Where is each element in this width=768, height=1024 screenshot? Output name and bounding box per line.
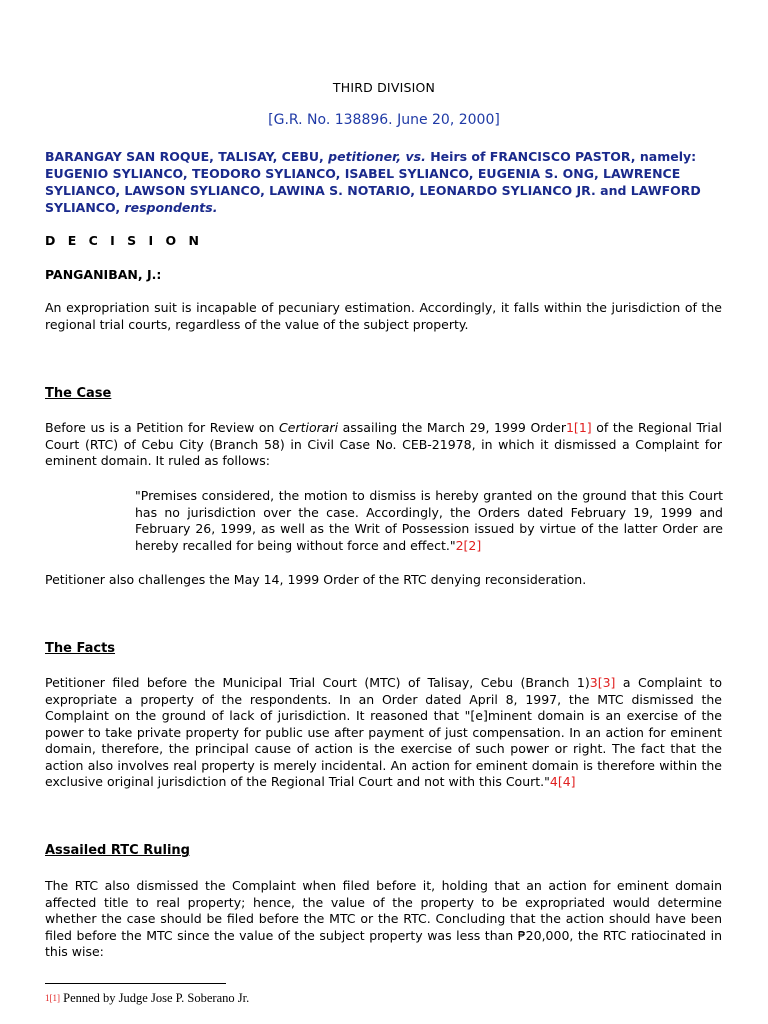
division-label: THIRD DIVISION: [332, 80, 436, 95]
facts-text-2: a Complaint to expropriate a property of the respondents. In an Order dated April 8, 1997, the MTC dismissed the Complaint on the ground of lack of jurisdiction. It reasoned that "[e]minent domain is an exercise of the power to take private property for public use after payment of just compensation. In an action for eminent domain, therefore, the principal cause of action is the exercise of such power or right. The fact that the action also involves real property is merely incidental. An action for eminent domain is therefore within the exclusive original jurisdiction of the Regional Trial Court and not with this Court.": [45, 675, 722, 789]
certiorari-term: Certiorari: [279, 420, 339, 435]
petitioner-role: petitioner, vs.: [328, 149, 426, 164]
case-text-1: Before us is a Petition for Review on: [45, 420, 280, 435]
case-text-3: of the Regional Trial Court (RTC) of Cebu City (Branch 58) in Civil Case No. CEB-21978, in which it dismissed a Complaint for eminent domain. It ruled as follows:: [45, 420, 723, 468]
rtc-ruling-paragraph: The RTC also dismissed the Complaint when filed before it, holding that an action for eminent domain affected title to real property; hence, the value of the property to be expropriated would determine whether the case should be filed before the MTC or the RTC. Concluding that the action should have been filed before the MTC since the value of the subject property was less than ₱20,000, the RTC ratiocinated in this wise:: [45, 878, 722, 959]
footnote-divider: [45, 983, 226, 984]
footnote-1: [45, 991, 249, 1006]
respondents-names: Heirs of FRANCISCO PASTOR, namely: EUGENIO SYLIANCO, TEODORO SYLIANCO, ISABEL SYLIANCO, EUGENIA S. ONG, LAWRENCE SYLIANCO, LAWSON SYLIANCO, LAWINA S. NOTARIO, LEONARDO SYLIANCO JR. and LAWFORD SYLIANCO,: [45, 149, 701, 215]
petitioner-name: BARANGAY SAN ROQUE, TALISAY, CEBU,: [45, 149, 324, 164]
facts-paragraph: [45, 675, 722, 791]
quote-text: "Premises considered, the motion to dismiss is hereby granted on the ground that this Court has no jurisdiction over the case. Accordingly, the Orders dated February 19, 1999 and February 26, 1999, as well as the Writ of Possession issued by virtue of the latter Order are hereby recalled for being without force and effect.": [135, 488, 723, 553]
footnote-link-1[interactable]: 1[1]: [565, 420, 592, 435]
quoted-ruling: [135, 488, 723, 554]
footnote-text: Penned by Judge Jose P. Soberano Jr.: [60, 991, 250, 1005]
footnote-marker[interactable]: 1[1]: [45, 993, 60, 1003]
footnote-link-2[interactable]: 2[2]: [455, 537, 482, 553]
facts-text-1: Petitioner filed before the Municipal Trial Court (MTC) of Talisay, Cebu (Branch 1): [45, 675, 590, 690]
respondents-role: respondents.: [124, 200, 218, 215]
section-heading-case: The Case: [45, 386, 112, 401]
section-heading-rtc-ruling: Assailed RTC Ruling: [45, 843, 190, 858]
reconsideration-paragraph: Petitioner also challenges the May 14, 1999 Order of the RTC denying reconsideration.: [45, 572, 587, 587]
case-number: [G.R. No. 138896. June 20, 2000]: [268, 112, 500, 128]
case-parties: [45, 148, 725, 216]
decision-label: D E C I S I O N: [45, 233, 203, 248]
case-text-2: assailing the March 29, 1999 Order: [338, 420, 566, 435]
section-heading-facts: The Facts: [45, 641, 116, 656]
ponente: PANGANIBAN, J.:: [45, 267, 162, 282]
footnote-link-3[interactable]: 3[3]: [589, 675, 616, 690]
case-paragraph: [45, 420, 722, 470]
intro-paragraph: An expropriation suit is incapable of pecuniary estimation. Accordingly, it falls within the jurisdiction of the regional trial courts, regardless of the value of the subject property.: [45, 300, 722, 332]
footnote-link-4[interactable]: 4[4]: [549, 774, 576, 789]
